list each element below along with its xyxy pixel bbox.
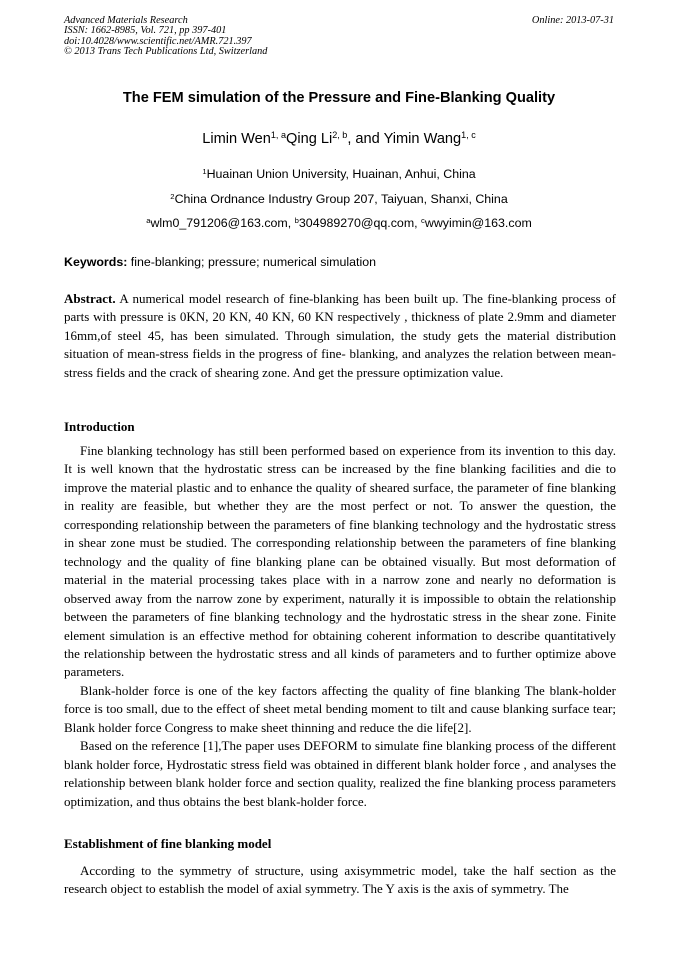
abstract (64, 290, 616, 382)
model-body (64, 862, 616, 899)
author-separator: , and (347, 131, 384, 147)
affiliation-mark: 2 (170, 191, 175, 201)
author-name: Limin Wen (202, 131, 271, 147)
affiliation-2 (0, 192, 678, 206)
abstract-label: Abstract. (64, 291, 116, 306)
paragraph: According to the symmetry of structure, using axisymmetric model, take the half section as the research object to establish the model of axial symmetry. The Y axis is the axis of symmetry. The (64, 863, 616, 897)
email-mark: b (294, 215, 299, 225)
section-heading-introduction: Introduction (64, 419, 135, 434)
paper-title: The FEM simulation of the Pressure and Fine-Blanking Quality (122, 90, 556, 106)
author-emails (0, 216, 678, 230)
journal-header (64, 16, 267, 58)
paragraph: Blank-holder force is one of the key factors affecting the quality of fine blanking The blank-holder force is too small, due to the effect of sheet metal bending moment to tilt and cause blanking surface tear; Blank holder force Congress to make sheet thinning and reduce the die life[2]. (64, 682, 616, 735)
affiliation-1 (0, 167, 678, 181)
paragraph: Fine blanking technology has still been performed based on experience from its invention to this day. It is well known that the hydrostatic stress can be increased by the fine blanking facilities and die to improve the material plastic and to enhance the quality of sheared surface, the parameter of fine blanking in reality are feasible, but whether they are the most perfect or not. To answer the question, the corresponding relationship between the parameters of fine blanking technology and the hydrostatic stress in shear zone must be studied. The corresponding relationship between the parameters of fine blanking technology and the quality of fine blanking plane can be obtained visually. But most deformation of material in the material processing takes place with in a narrow zone and nearly no deformation is observed away from the narrow zone by experiment, naturally it is impossible to obtain the relationship between the parameters of fine blanking technology and the hydrostatic stress in the shear zone. Finite element simulation is an effective method for obtaining coherent information to describe quantitatively the relationship between the hydrostatic stress and all kinds of parameters and to further optimize above parameters. (64, 443, 616, 680)
email-mark: c (421, 215, 425, 225)
abstract-text: A numerical model research of fine-blanking has been built up. The fine-blanking process of parts with pressure is 0KN, 20 KN, 40 KN, 60 KN respectively , thickness of plate 2.9mm and diameter 16mm,of steel 45, has been simulated. Through simulation, the study gets the material distribution situation of mean-stress fields in the progress of fine- blanking, and analyzes the relation between mean-stress fields and the crack of shearing zone. And get the pressure optimization value. (64, 291, 616, 380)
journal-doi: doi:10.4028/www.scientific.net/AMR.721.397 (64, 35, 252, 47)
author-affiliation-mark: 2, b (332, 130, 348, 141)
paragraph: Based on the reference [1],The paper uses DEFORM to simulate fine blanking process of the different blank holder force, Hydrostatic stress field was obtained in different blank holder force , and analyses the relationship between blank holder force and section quality, realized the fine blanking process parameters optimization, and thus obtains the best blank-holder force. (64, 738, 616, 809)
keywords-label: Keywords: (64, 255, 128, 269)
author-affiliation-mark: 1, a (270, 130, 286, 141)
introduction-body (64, 442, 616, 811)
email-mark: a (146, 215, 151, 225)
author-list (0, 131, 678, 147)
section-heading-model: Establishment of fine blanking model (64, 836, 272, 851)
email-address[interactable]: wwyimin@163.com (424, 216, 532, 230)
journal-copyright: © 2013 Trans Tech Publications Ltd, Switzerland (64, 46, 268, 58)
keywords-text: fine-blanking; pressure; numerical simulation (127, 255, 376, 269)
author-affiliation-mark: 1, c (461, 130, 476, 141)
journal-issn: ISSN: 1662-8985, Vol. 721, pp 397-401 (64, 25, 227, 37)
email-address[interactable]: 304989270@qq.com, (298, 216, 422, 230)
affiliation-text: China Ordnance Industry Group 207, Taiyuan, Shanxi, China (174, 192, 508, 206)
author-name: Yimin Wang (383, 131, 462, 147)
email-address[interactable]: wlm0_791206@163.com, (150, 216, 295, 230)
author-name: Qing Li (285, 131, 333, 147)
online-date: Online: 2013-07-31 (531, 15, 614, 26)
journal-name: Advanced Materials Research (64, 15, 188, 26)
keywords (64, 255, 616, 269)
affiliation-text: Huainan Union University, Huainan, Anhui, China (206, 167, 476, 181)
affiliation-mark: 1 (202, 166, 207, 176)
